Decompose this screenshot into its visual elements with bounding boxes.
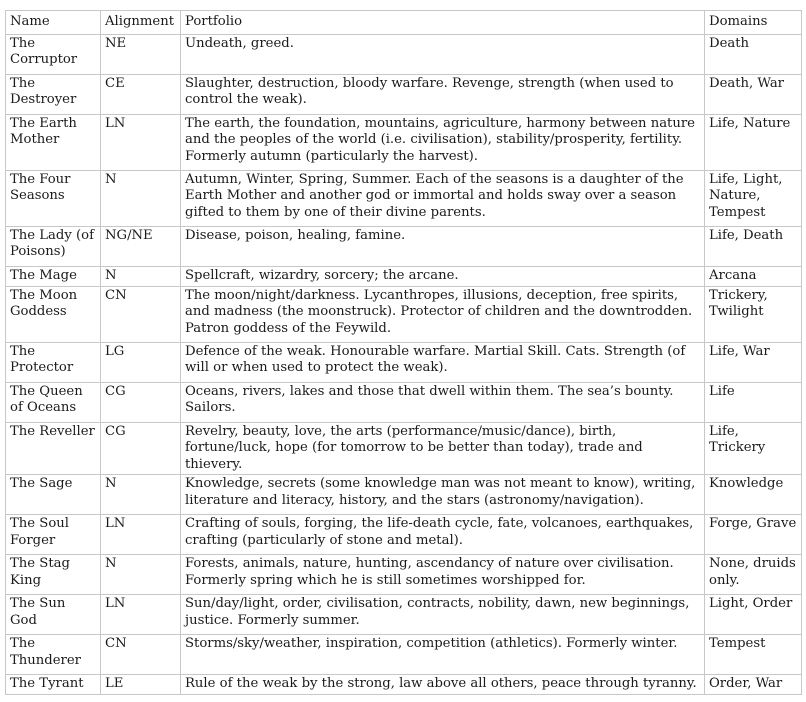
cell-portfolio: Autumn, Winter, Spring, Summer. Each of the seasons is a daughter of the Earth Mother and another god or immortal and holds sway over a season gifted to them by one of their divine parents. — [181, 171, 705, 227]
cell-portfolio: Defence of the weak. Honourable warfare. Martial Skill. Cats. Strength (of will or when used to protect the weak). — [181, 343, 705, 383]
cell-domains: Death, War — [705, 75, 802, 115]
cell-alignment: CN — [101, 635, 181, 675]
cell-name: The Moon Goddess — [6, 287, 101, 343]
cell-domains: Order, War — [705, 675, 802, 695]
cell-portfolio: Crafting of souls, forging, the life-death cycle, fate, volcanoes, earthquakes, crafting (particularly of stone and metal). — [181, 515, 705, 555]
cell-name: The Corruptor — [6, 35, 101, 75]
cell-name: The Sage — [6, 475, 101, 515]
column-header-domains: Domains — [705, 11, 802, 35]
cell-alignment: CE — [101, 75, 181, 115]
cell-portfolio: Forests, animals, nature, hunting, ascendancy of nature over civilisation. Formerly spring which he is still sometimes worshipped for. — [181, 555, 705, 595]
cell-alignment: N — [101, 555, 181, 595]
cell-name: The Earth Mother — [6, 115, 101, 171]
table-row — [6, 675, 802, 695]
cell-domains: Knowledge — [705, 475, 802, 515]
table-row — [6, 267, 802, 287]
table-row — [6, 115, 802, 171]
table-row — [6, 635, 802, 675]
cell-portfolio: Undeath, greed. — [181, 35, 705, 75]
cell-name: The Sun God — [6, 595, 101, 635]
table-row — [6, 75, 802, 115]
cell-alignment: N — [101, 267, 181, 287]
cell-domains: Life, Light, Nature, Tempest — [705, 171, 802, 227]
cell-domains: Life, War — [705, 343, 802, 383]
table-row — [6, 287, 802, 343]
cell-domains: Death — [705, 35, 802, 75]
cell-domains: Forge, Grave — [705, 515, 802, 555]
table-row — [6, 383, 802, 423]
table-row — [6, 35, 802, 75]
cell-name: The Stag King — [6, 555, 101, 595]
cell-portfolio: Storms/sky/weather, inspiration, competition (athletics). Formerly winter. — [181, 635, 705, 675]
header-row — [6, 11, 802, 35]
column-header-alignment: Alignment — [101, 11, 181, 35]
cell-name: The Protector — [6, 343, 101, 383]
cell-portfolio: Slaughter, destruction, bloody warfare. Revenge, strength (when used to control the weak). — [181, 75, 705, 115]
table-row — [6, 515, 802, 555]
cell-alignment: NG/NE — [101, 227, 181, 267]
cell-alignment: LN — [101, 115, 181, 171]
cell-domains: Tempest — [705, 635, 802, 675]
cell-name: The Reveller — [6, 423, 101, 475]
cell-domains: Life, Nature — [705, 115, 802, 171]
cell-portfolio: Sun/day/light, order, civilisation, contracts, nobility, dawn, new beginnings, justice. Formerly summer. — [181, 595, 705, 635]
table-row — [6, 555, 802, 595]
cell-portfolio: Spellcraft, wizardry, sorcery; the arcane. — [181, 267, 705, 287]
cell-portfolio: Disease, poison, healing, famine. — [181, 227, 705, 267]
deities-table — [5, 10, 802, 695]
table-body — [6, 35, 802, 695]
cell-portfolio: Revelry, beauty, love, the arts (performance/music/dance), birth, fortune/luck, hope (for tomorrow to be better than today), trade and thievery. — [181, 423, 705, 475]
cell-alignment: N — [101, 171, 181, 227]
cell-portfolio: Knowledge, secrets (some knowledge man was not meant to know), writing, literature and literacy, history, and the stars (astronomy/navigation). — [181, 475, 705, 515]
table-row — [6, 171, 802, 227]
cell-domains: None, druids only. — [705, 555, 802, 595]
table-row — [6, 475, 802, 515]
cell-name: The Four Seasons — [6, 171, 101, 227]
cell-name: The Destroyer — [6, 75, 101, 115]
cell-alignment: LG — [101, 343, 181, 383]
cell-domains: Arcana — [705, 267, 802, 287]
table-row — [6, 423, 802, 475]
cell-name: The Queen of Oceans — [6, 383, 101, 423]
table-row — [6, 227, 802, 267]
table-row — [6, 595, 802, 635]
cell-alignment: LN — [101, 515, 181, 555]
cell-alignment: CG — [101, 423, 181, 475]
cell-name: The Mage — [6, 267, 101, 287]
cell-portfolio: The earth, the foundation, mountains, agriculture, harmony between nature and the peoples of the world (i.e. civilisation), stability/prosperity, fertility. Formerly autumn (particularly the harvest). — [181, 115, 705, 171]
cell-name: The Tyrant — [6, 675, 101, 695]
cell-name: The Thunderer — [6, 635, 101, 675]
cell-domains: Trickery, Twilight — [705, 287, 802, 343]
cell-alignment: CG — [101, 383, 181, 423]
column-header-portfolio: Portfolio — [181, 11, 705, 35]
table-row — [6, 343, 802, 383]
table-header — [6, 11, 802, 35]
cell-alignment: CN — [101, 287, 181, 343]
cell-domains: Light, Order — [705, 595, 802, 635]
cell-name: The Lady (of Poisons) — [6, 227, 101, 267]
cell-domains: Life, Trickery — [705, 423, 802, 475]
cell-alignment: LE — [101, 675, 181, 695]
cell-alignment: NE — [101, 35, 181, 75]
cell-domains: Life, Death — [705, 227, 802, 267]
cell-name: The Soul Forger — [6, 515, 101, 555]
cell-alignment: N — [101, 475, 181, 515]
cell-portfolio: Oceans, rivers, lakes and those that dwell within them. The sea’s bounty. Sailors. — [181, 383, 705, 423]
cell-domains: Life — [705, 383, 802, 423]
column-header-name: Name — [6, 11, 101, 35]
cell-portfolio: Rule of the weak by the strong, law above all others, peace through tyranny. — [181, 675, 705, 695]
cell-alignment: LN — [101, 595, 181, 635]
cell-portfolio: The moon/night/darkness. Lycanthropes, illusions, deception, free spirits, and madness (the moonstruck). Protector of children and the downtrodden. Patron goddess of the Feywild. — [181, 287, 705, 343]
